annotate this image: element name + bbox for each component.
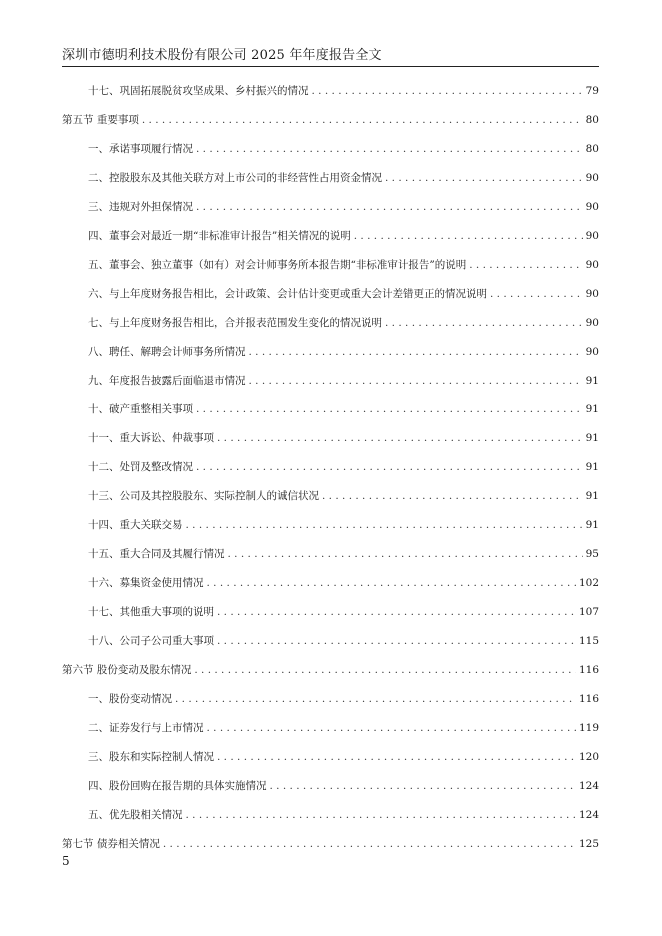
toc-subsection-entry[interactable] [88,458,599,476]
toc-entry-label: 十八、公司子公司重大事项 [88,635,214,647]
toc-entry-label: 十七、其他重大事项的说明 [88,606,214,619]
toc-subsection-entry[interactable] [88,256,599,274]
toc-entry-page-number: 90 [585,258,599,271]
toc-entry-label: 第七节 债券相关情况 [62,837,160,850]
page-number: 5 [62,854,70,868]
toc-section-entry[interactable] [62,111,599,129]
toc-entry-page-number: 95 [585,548,599,561]
toc-dot-leader [354,227,583,245]
toc-dot-leader [196,198,583,216]
toc-subsection-entry[interactable] [88,487,599,505]
toc-dot-leader [490,285,583,303]
toc-entry-page-number: 107 [578,606,599,619]
toc-dot-leader [196,458,583,476]
toc-dot-leader [194,661,576,679]
toc-entry-page-number: 90 [585,200,599,213]
toc-subsection-entry[interactable] [88,545,599,563]
toc-entry-page-number: 91 [585,519,599,532]
toc-entry-label: 五、优先股相关情况 [88,808,183,821]
toc-entry-page-number: 125 [578,837,599,850]
toc-entry-page-number: 91 [585,403,599,416]
document-header-title: 深圳市德明利技术股份有限公司 2025 年年度报告全文 [62,48,382,63]
toc-subsection-entry[interactable] [88,690,599,708]
toc-entry-label: 十四、重大关联交易 [88,519,183,532]
toc-dot-leader [469,256,582,274]
toc-dot-leader [175,690,576,708]
toc-dot-leader [312,82,583,100]
toc-entry-label: 一、承诺事项履行情况 [88,142,193,155]
toc-entry-label: 三、违规对外担保情况 [88,200,193,213]
toc-entry-page-number: 91 [585,461,599,474]
toc-entry-label: 七、与上年度财务报告相比，合并报表范围发生变化的情况说明 [88,316,382,329]
toc-subsection-entry[interactable] [88,603,599,621]
toc-dot-leader [270,777,576,795]
toc-entry-label: 四、股份回购在报告期的具体实施情况 [88,779,267,792]
toc-entry-page-number: 80 [585,142,599,155]
header-divider [62,66,599,67]
toc-entry-page-number: 119 [578,721,599,734]
toc-entry-page-number: 116 [578,664,599,676]
toc-subsection-entry[interactable] [88,400,599,418]
toc-entry-label: 二、控股股东及其他关联方对上市公司的非经营性占用资金情况 [88,171,382,184]
toc-entry-page-number: 90 [585,345,599,358]
toc-dot-leader [249,343,583,361]
toc-dot-leader [217,748,576,766]
toc-subsection-entry[interactable] [88,429,599,447]
toc-dot-leader [217,632,576,650]
toc-entry-label: 第五节 重要事项 [62,114,139,126]
toc-dot-leader [385,169,583,187]
toc-entry-label: 三、股东和实际控制人情况 [88,750,214,763]
toc-dot-leader [186,806,576,824]
toc-entry-page-number: 91 [585,374,599,387]
toc-entry-page-number: 80 [585,114,599,126]
toc-subsection-entry[interactable] [88,777,599,795]
toc-entry-page-number: 90 [585,316,599,329]
toc-dot-leader [196,400,583,418]
toc-entry-label: 第六节 股份变动及股东情况 [62,664,192,676]
toc-entry-label: 十五、重大合同及其履行情况 [88,548,225,561]
toc-entry-page-number: 115 [578,635,599,647]
toc-subsection-entry[interactable] [88,343,599,361]
toc-dot-leader [186,516,583,534]
toc-entry-page-number: 102 [578,577,599,590]
toc-entry-page-number: 116 [578,692,599,705]
toc-subsection-entry[interactable] [88,198,599,216]
toc-entry-label: 八、聘任、解聘会计师事务所情况 [88,345,246,358]
toc-subsection-entry[interactable] [88,169,599,187]
toc-subsection-entry[interactable] [88,372,599,390]
toc-dot-leader [249,372,583,390]
toc-section-entry[interactable] [62,661,599,679]
toc-dot-leader [207,719,576,737]
toc-entry-label: 十六、募集资金使用情况 [88,577,204,590]
toc-dot-leader [385,314,583,332]
toc-entry-label: 十七、巩固拓展脱贫攻坚成果、乡村振兴的情况 [88,85,309,97]
toc-entry-page-number: 124 [578,779,599,792]
toc-subsection-entry[interactable] [88,82,599,100]
toc-dot-leader [322,487,583,505]
toc-entry-label: 十、破产重整相关事项 [88,403,193,416]
toc-entry-page-number: 90 [585,229,599,242]
toc-section-entry[interactable] [62,835,599,853]
toc-entry-page-number: 120 [578,750,599,763]
toc-entry-page-number: 79 [585,85,599,97]
toc-entry-label: 十三、公司及其控股股东、实际控制人的诚信状况 [88,490,319,503]
toc-subsection-entry[interactable] [88,719,599,737]
toc-entry-page-number: 90 [585,171,599,184]
toc-entry-label: 九、年度报告披露后面临退市情况 [88,374,246,387]
toc-dot-leader [196,140,583,158]
toc-dot-leader [142,111,583,129]
toc-entry-label: 一、股份变动情况 [88,692,172,705]
toc-entry-label: 四、董事会对最近一期“非标准审计报告”相关情况的说明 [88,229,351,242]
toc-dot-leader [217,429,583,447]
toc-entry-label: 五、董事会、独立董事（如有）对会计师事务所本报告期“非标准审计报告”的说明 [88,258,467,271]
toc-entry-label: 十二、处罚及整改情况 [88,461,193,474]
toc-dot-leader [207,574,576,592]
toc-entry-label: 十一、重大诉讼、仲裁事项 [88,432,214,445]
toc-entry-label: 二、证券发行与上市情况 [88,721,204,734]
toc-entry-page-number: 124 [578,808,599,821]
toc-subsection-entry[interactable] [88,574,599,592]
toc-subsection-entry[interactable] [88,748,599,766]
toc-subsection-entry[interactable] [88,806,599,824]
toc-dot-leader [163,835,576,853]
toc-entry-page-number: 90 [585,287,599,300]
toc-subsection-entry[interactable] [88,314,599,332]
toc-dot-leader [228,545,583,563]
toc-subsection-entry[interactable] [88,285,599,303]
toc-entry-page-number: 91 [585,432,599,445]
toc-entry-label: 六、与上年度财务报告相比，会计政策、会计估计变更或重大会计差错更正的情况说明 [88,287,487,300]
toc-subsection-entry[interactable] [88,227,599,245]
toc-subsection-entry[interactable] [88,516,599,534]
toc-subsection-entry[interactable] [88,632,599,650]
toc-dot-leader [217,603,576,621]
toc-subsection-entry[interactable] [88,140,599,158]
toc-entry-page-number: 91 [585,490,599,503]
